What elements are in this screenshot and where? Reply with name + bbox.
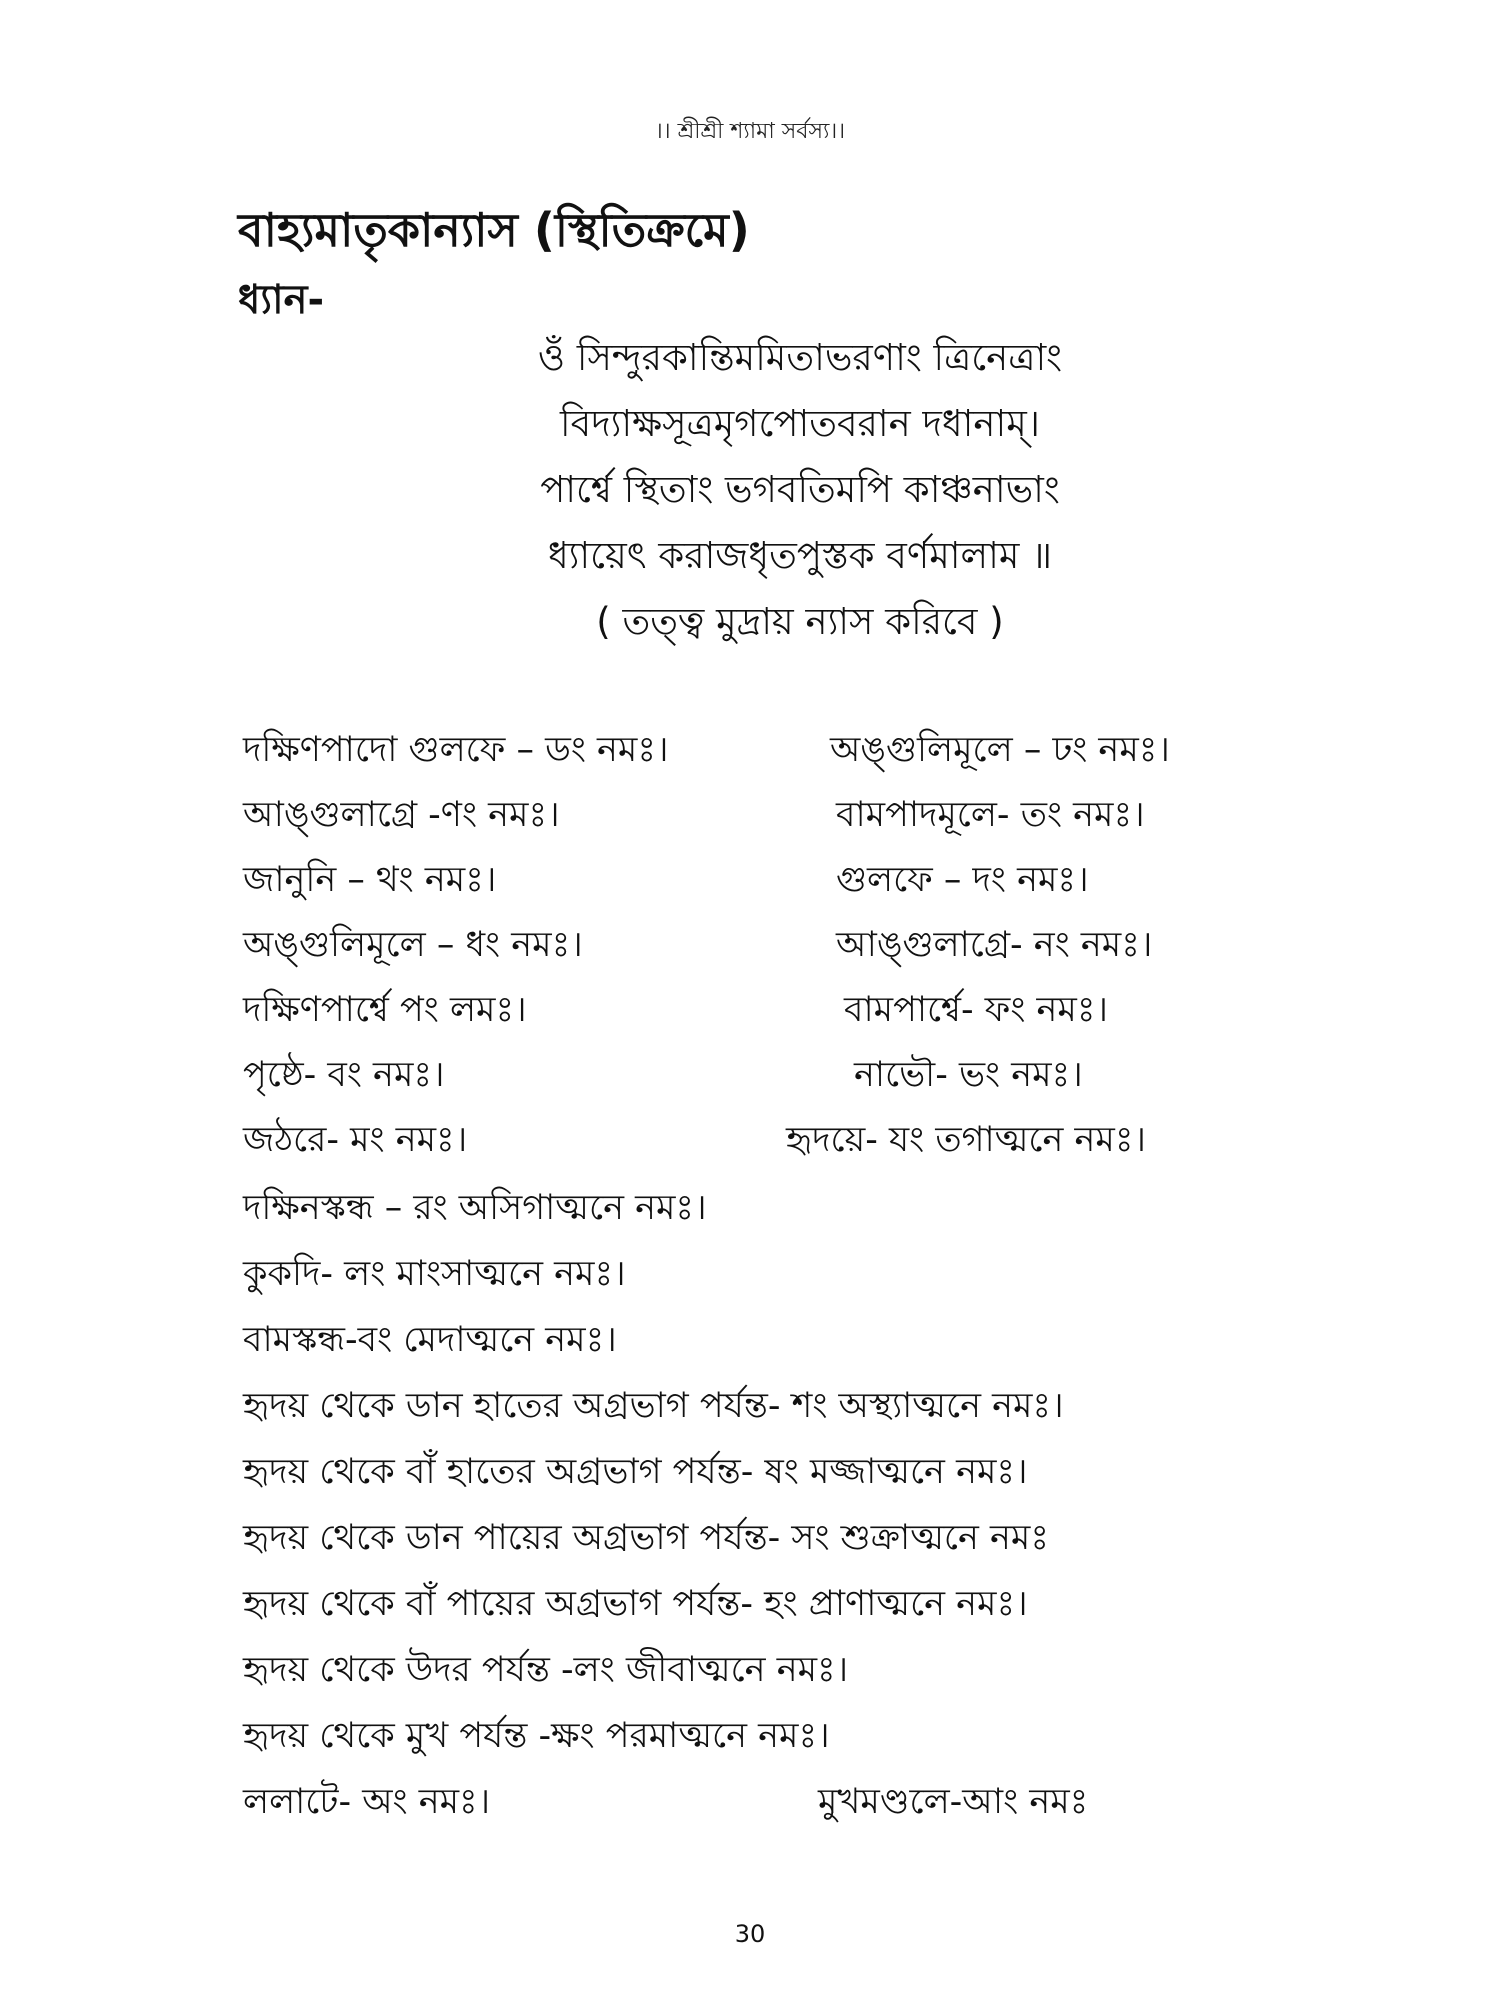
nyas-line: কুকদি- লং মাংসাত্মনে নমঃ। <box>243 1254 626 1294</box>
nyas-left: ললাটে- অং নমঃ। <box>243 1782 491 1822</box>
nyas-row <box>0 787 1500 837</box>
nyas-row <box>0 1774 1500 1824</box>
nyas-row <box>0 982 1500 1032</box>
verse-instruction: ( তত্ত্ব মুদ্রায় ন্যাস করিবে ) <box>596 600 1004 643</box>
nyas-row <box>0 1112 1500 1162</box>
nyas-left: আঙ্গুলাগ্রে -ণং নমঃ। <box>243 795 560 835</box>
nyas-line: হৃদয় থেকে বাঁ পায়ের অগ্রভাগ পর্যন্ত- হং প্রাণাত্মনে নমঃ। <box>243 1584 1028 1624</box>
verse-line: পার্শ্বে স্থিতাং ভগবতিমপি কাঞ্চনাভাং <box>540 468 1060 511</box>
nyas-right: হৃদয়ে- যং তগাত্মনে নমঃ। <box>786 1120 1147 1160</box>
verse-line: ওঁ সিন্দুরকান্তিমমিতাভরণাং ত্রিনেত্রাং <box>537 336 1063 379</box>
nyas-right: বামপার্শ্বে- ফং নমঃ। <box>844 990 1109 1030</box>
verse-line: বিদ্যাক্ষসূত্রমৃগপোতবরান দধানাম্। <box>560 402 1040 445</box>
nyas-row <box>0 1047 1500 1097</box>
nyas-left: দক্ষিণপাদো গুলফে – ডং নমঃ। <box>243 730 669 770</box>
dhyan-label: ধ্যান- <box>238 277 325 323</box>
nyas-row <box>0 722 1500 772</box>
nyas-right: অঙ্গুলিমূলে – ঢং নমঃ। <box>830 730 1170 770</box>
section-title: বাহ্যমাতৃকান্যাস (স্থিতিক্রমে) <box>238 203 750 257</box>
nyas-left: দক্ষিণপার্শ্বে পং লমঃ। <box>243 990 527 1030</box>
nyas-row <box>0 852 1500 902</box>
verse-line: ধ্যায়েৎ করাজধৃতপুস্তক বর্ণমালাম ॥ <box>547 534 1053 577</box>
nyas-right: আঙ্গুলাগ্রে- নং নমঃ। <box>836 925 1153 965</box>
nyas-line: হৃদয় থেকে ডান পায়ের অগ্রভাগ পর্যন্ত- সং শুক্রাত্মনে নমঃ <box>243 1518 1050 1558</box>
nyas-left: জানুনি – থং নমঃ। <box>243 860 497 900</box>
nyas-line: হৃদয় থেকে উদর পর্যন্ত -লং জীবাত্মনে নমঃ। <box>243 1650 849 1690</box>
nyas-right: বামপাদমূলে- তং নমঃ। <box>836 795 1145 835</box>
nyas-line: হৃদয় থেকে মুখ পর্যন্ত -ক্ষং পরমাত্মনে নমঃ। <box>243 1716 830 1756</box>
running-header: ।। শ্রীশ্রী শ্যামা সর্বস্য।। <box>654 119 846 144</box>
nyas-row <box>0 917 1500 967</box>
nyas-left: পৃষ্ঠে- বং নমঃ। <box>243 1055 445 1095</box>
nyas-line: হৃদয় থেকে ডান হাতের অগ্রভাগ পর্যন্ত- শং অস্থ্যাত্মনে নমঃ। <box>243 1386 1064 1426</box>
nyas-right: গুলফে – দং নমঃ। <box>836 860 1089 900</box>
nyas-line: বামস্কন্ধ-বং মেদাত্মনে নমঃ। <box>243 1320 617 1360</box>
nyas-left: অঙ্গুলিমূলে – ধং নমঃ। <box>243 925 583 965</box>
nyas-right: নাভৌ- ভং নমঃ। <box>854 1055 1083 1095</box>
nyas-line: হৃদয় থেকে বাঁ হাতের অগ্রভাগ পর্যন্ত- ষং মজ্জাত্মনে নমঃ। <box>243 1452 1028 1492</box>
page-number: 30 <box>734 1920 766 1948</box>
nyas-right: মুখমণ্ডলে-আং নমঃ <box>818 1782 1089 1822</box>
nyas-line: দক্ষিনস্কন্ধ – রং অসিগাত্মনে নমঃ। <box>243 1188 707 1228</box>
nyas-left: জঠরে- মং নমঃ। <box>243 1120 468 1160</box>
